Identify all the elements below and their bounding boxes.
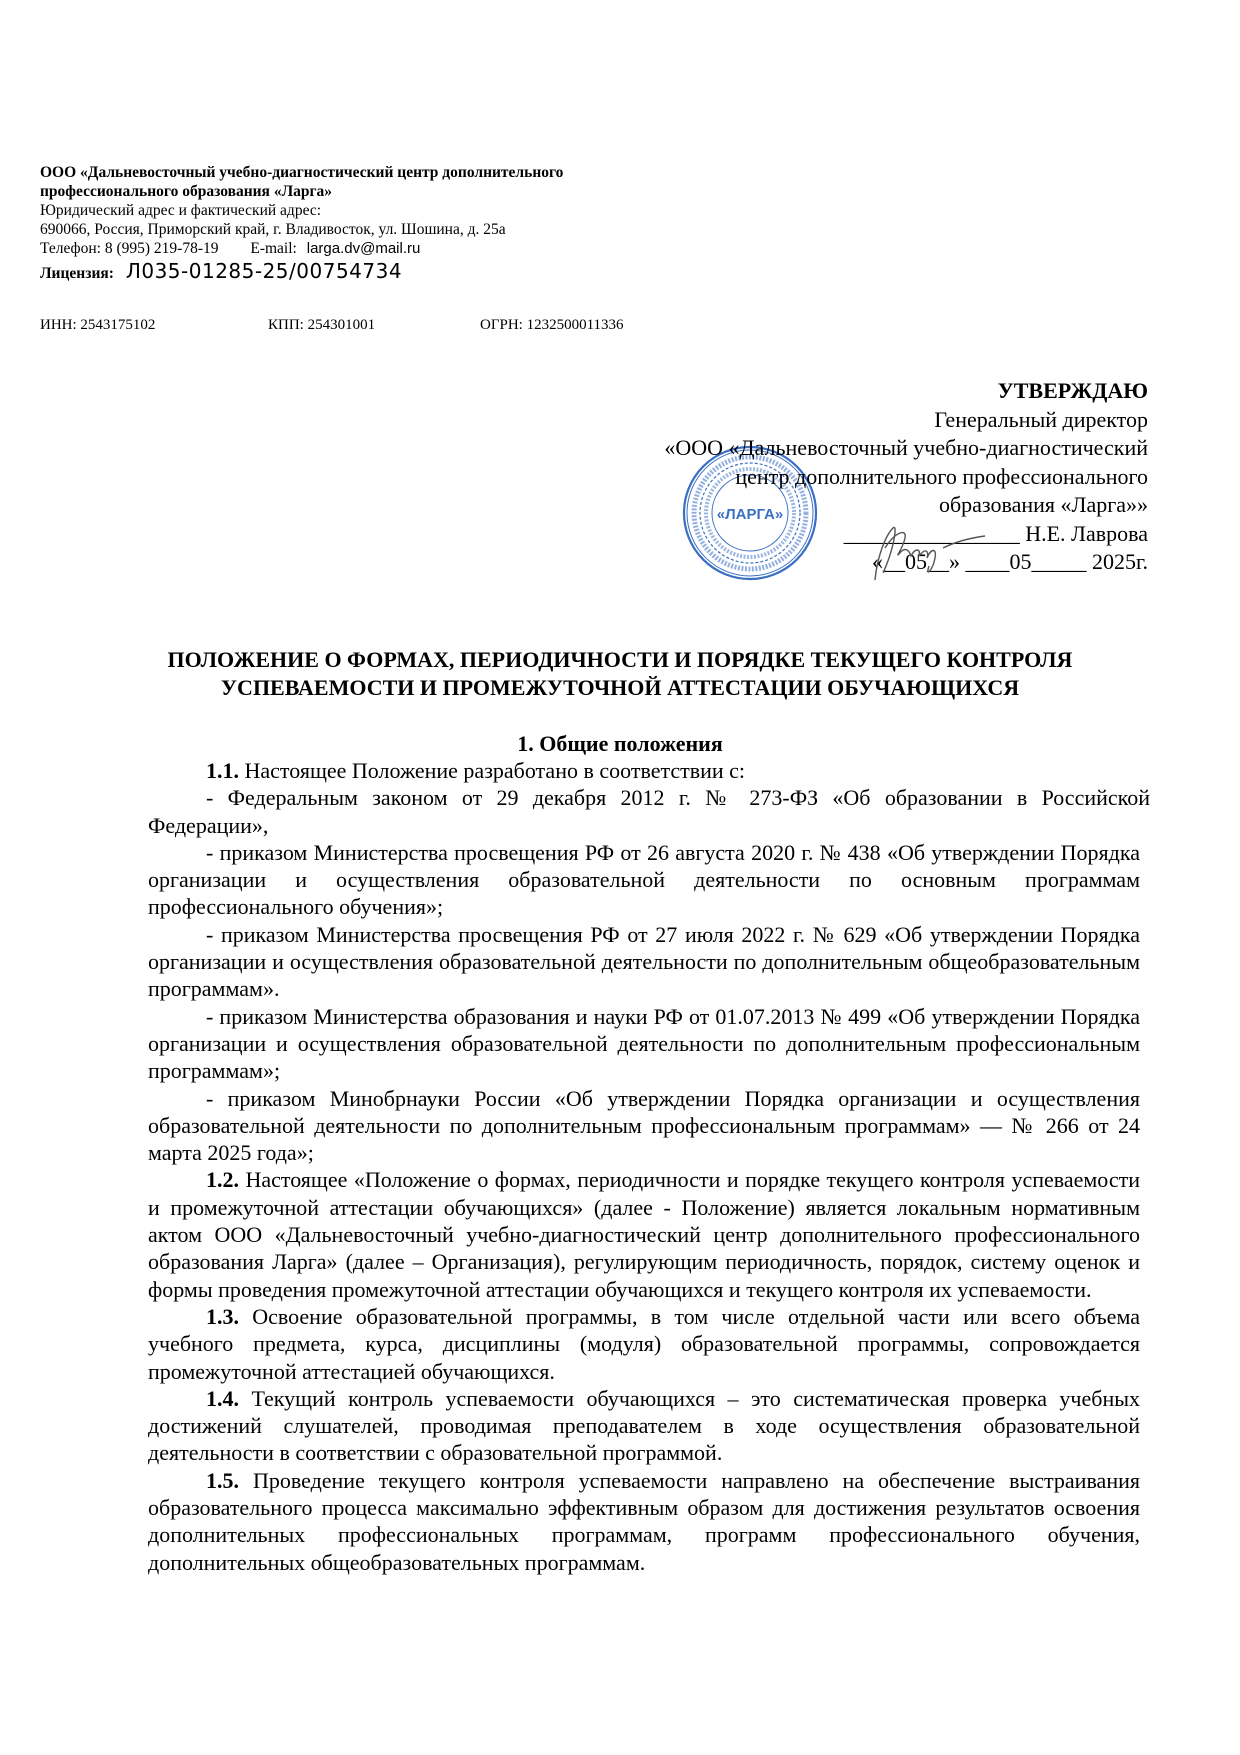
paragraph-number: 1.2. (206, 1167, 239, 1193)
approval-org-line3: образования «Ларга»» (938, 492, 1148, 517)
organization-header (40, 163, 740, 283)
approval-date: «__05__» ____05_____ 2025г. (871, 549, 1148, 574)
paragraph-text: - Федеральным законом от 29 декабря 2012 г. № 273-ФЗ «Об образовании в Российской Федерации», (148, 785, 1150, 838)
approval-position: Генеральный директор (934, 406, 1148, 432)
approval-block (528, 377, 1148, 577)
address-label: Юридический адрес и фактический адрес: (40, 202, 322, 219)
paragraph (148, 1085, 1140, 1167)
address: 690066, Россия, Приморский край, г. Владивосток, ул. Шошина, д. 25а (40, 221, 506, 238)
approval-heading: УТВЕРЖДАЮ (997, 378, 1148, 403)
approval-org-line1: «ООО «Дальневосточный учебно-диагностический (664, 435, 1148, 460)
email-link[interactable]: larga.dv@mail.ru (306, 240, 421, 257)
paragraph-number: 1.5. (206, 1467, 239, 1493)
paragraph-text: - приказом Минобрнауки России «Об утверждении Порядка организации и осуществления образовательной деятельности по дополнительным профессиональным программам» — № 266 от 24 марта 2025 года»; (148, 1085, 1140, 1166)
paragraph (148, 784, 1150, 839)
org-name-line2: профессионального образования «Ларга» (40, 183, 333, 200)
paragraph (148, 1303, 1140, 1385)
kpp: КПП: 254301001 (268, 317, 376, 333)
approval-org-line2: центр дополнительного профессионального (735, 463, 1148, 489)
paragraph (148, 1467, 1140, 1576)
section-heading: 1. Общие положения (517, 731, 723, 756)
paragraph (148, 1166, 1140, 1302)
org-name-line1: ООО «Дальневосточный учебно-диагностический центр дополнительного (40, 164, 564, 181)
contacts (40, 239, 740, 258)
license-label: Лицензия: (40, 265, 114, 282)
paragraph (148, 839, 1140, 921)
ogrn: ОГРН: 1232500011336 (480, 317, 624, 333)
paragraph-text: Текущий контроль успеваемости обучающихся – это систематическая проверка учебных достижений слушателей, проводимая преподавателем в ходе осуществления образовательной деятельности в соответствии с образовательной программой. (148, 1385, 1140, 1466)
phone: Телефон: 8 (995) 219-78-19 (40, 240, 219, 257)
paragraph-text: - приказом Министерства образования и науки РФ от 01.07.2013 № 499 «Об утверждении Порядка организации и осуществления образовательной деятельности по дополнительным профессиональным программам»; (148, 1003, 1140, 1084)
license (40, 259, 740, 283)
paragraph (148, 1003, 1140, 1085)
paragraph (148, 1385, 1140, 1467)
inn: ИНН: 2543175102 (40, 317, 156, 333)
document-title: ПОЛОЖЕНИЕ О ФОРМАХ, ПЕРИОДИЧНОСТИ И ПОРЯДКЕ ТЕКУЩЕГО КОНТРОЛЯ УСПЕВАЕМОСТИ И ПРОМЕЖУТОЧНОЙ АТТЕСТАЦИИ ОБУЧАЮЩИХСЯ (167, 647, 1073, 700)
paragraph-text: Освоение образовательной программы, в том числе отдельной части или всего объема учебного предмета, курса, дисциплины (модуля) образовательной программы, сопровождается промежуточной аттестацией обучающихся. (148, 1303, 1140, 1384)
paragraph-text: Проведение текущего контроля успеваемости направлено на обеспечение выстраивания образовательного процесса максимально эффективным образом для достижения результатов освоения дополнительных профессиональных программам, программ профессионального обучения, дополнительных общеобразовательных программам. (148, 1467, 1140, 1575)
paragraph-number: 1.3. (206, 1303, 239, 1329)
email-label: E-mail: (250, 240, 297, 257)
approval-signature-line: ________________ Н.Е. Лаврова (843, 520, 1148, 546)
stamp-text: «ЛАРГА» (716, 506, 784, 523)
paragraph (148, 921, 1140, 1003)
paragraph-text: Настоящее Положение разработано в соответствии с: (239, 758, 746, 783)
document-body (148, 757, 1150, 1576)
paragraph-number: 1.4. (206, 1385, 239, 1411)
paragraph-number: 1.1. (206, 758, 239, 783)
paragraph-text: Настоящее «Положение о формах, периодичности и порядке текущего контроля успеваемости и промежуточной аттестации обучающихся» (далее - Положение) является локальным нормативным актом ООО «Дальневосточный учебно-диагностический центр дополнительного профессионального образования Ларга» (далее – Организация), регулирующим периодичность, порядок, систему оценок и формы проведения промежуточной аттестации обучающихся и текущего контроля их успеваемости. (148, 1167, 1140, 1302)
paragraph-text: - приказом Министерства просвещения РФ от 27 июля 2022 г. № 629 «Об утверждении Порядка организации и осуществления образовательной деятельности по дополнительным общеобразовательным программам». (148, 921, 1140, 1002)
paragraph-text: - приказом Министерства просвещения РФ от 26 августа 2020 г. № 438 «Об утверждении Порядка организации и осуществления образовательной деятельности по основным программам профессионального обучения»; (148, 839, 1140, 920)
license-number: Л035-01285-25/00754734 (125, 259, 403, 283)
signature-icon (855, 518, 990, 588)
paragraph (148, 757, 1140, 784)
